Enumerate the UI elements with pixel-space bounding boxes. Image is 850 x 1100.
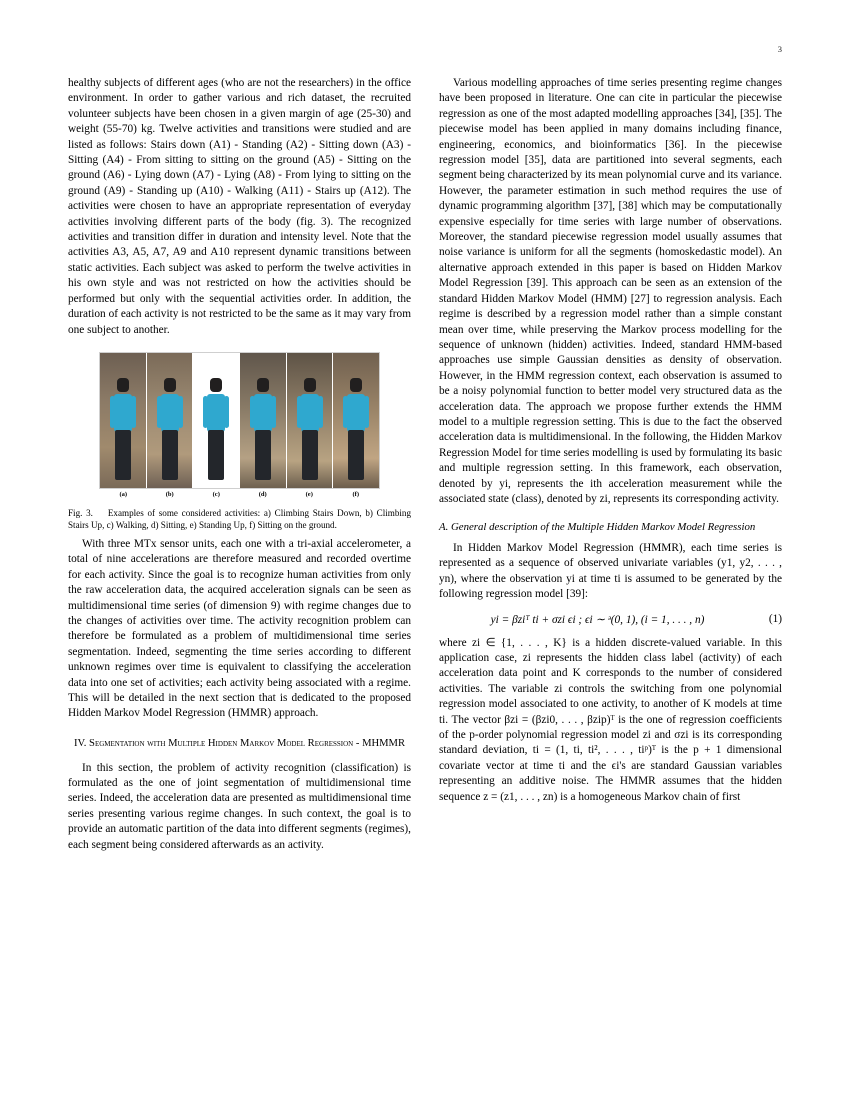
figure-panel-c	[192, 353, 239, 488]
equation-1	[439, 613, 782, 626]
subject-figure	[253, 378, 273, 482]
subject-legs	[348, 430, 364, 480]
figure-3-image	[99, 352, 380, 489]
subject-torso	[301, 394, 319, 432]
subject-figure	[206, 378, 226, 482]
figure-caption-text: Examples of some considered activities: a) Climbing Stairs Down, b) Climbing Stairs Up, c) Walking, d) Sitting, e) Standing Up, f) Sitting on the ground.	[68, 507, 412, 530]
paragraph: In Hidden Markov Model Regression (HMMR), each time series is represented as a sequence of observed univariate variables (y1, y2, . . . , yn), where the observation yi at time ti is assumed to be generated by the following regression model [39]:	[439, 541, 782, 601]
subject-head	[304, 378, 316, 392]
subsection-heading: A. General description of the Multiple Hidden Markov Model Regression	[439, 521, 756, 534]
subject-head	[117, 378, 129, 392]
subject-legs	[302, 430, 318, 480]
two-column-body	[68, 76, 782, 853]
subject-right-arm	[271, 396, 276, 428]
subject-figure	[300, 378, 320, 482]
subject-left-arm	[110, 396, 115, 428]
right-column	[439, 76, 782, 853]
subject-left-arm	[250, 396, 255, 428]
subject-head	[257, 378, 269, 392]
subject-right-arm	[178, 396, 183, 428]
subject-legs	[162, 430, 178, 480]
paragraph: With three MTx sensor units, each one with a tri-axial accelerometer, a total of nine accelerations are therefore measured and recorded overtime for each activity. Since the goal is to recognize human activities from only the raw acceleration data, the acquired acceleration signals can be seen as multidimensional time series (of dimension 9) with regime changes due to the changes of activities over time. The activity recognition problem can therefore be formulated as a problem of multidimensional time series segmentation. Indeed, segmenting the time series according to different unknown regimes over time is equivalent to classifying the acceleration data into one set of activities; each activity being associated with a regime. This will be detailed in the next section that is dedicated to the proposed Hidden Markov Model Regression (HMMR) approach.	[68, 537, 411, 720]
section-heading: IV. Segmentation with Multiple Hidden Markov Model Regression - MHMMR	[73, 737, 406, 749]
paragraph: healthy subjects of different ages (who are not the researchers) in the office environment. In order to gather various and rich dataset, the recruited volunteer subjects have been chosen in a given margin of age (25-30) and weight (55-70) kg. Twelve activities and transitions were studied and are listed as follows: Stairs down (A1) - Standing (A2) - Sitting down (A3) - Sitting (A4) - From sitting to sitting on the ground (A5) - Sitting on the ground (A6) - Lying down (A7) - Lying (A8) - From lying to sitting on the ground (A9) - Standing up (A10) - Walking (A11) - Stairs up (A12). The activities were chosen to have an appropriate representation of everyday activities involving different parts of the body (fig. 3). The recognized activities and transition differ in duration and intensity level. Note that the activities A3, A5, A7, A9 and A10 represent dynamic transitions between static activities. Each subject was asked to perform the twelve activities in his own style and was not restricted on how the activities should be performed but only with the sequential activities order. In addition, the duration of each activity is not restricted to be the same as it may vary from one subject to another.	[68, 77, 411, 336]
figure-3	[68, 352, 411, 531]
subject-figure	[160, 378, 180, 482]
figure-panel-a	[100, 353, 146, 488]
subject-right-arm	[364, 396, 369, 428]
panel-label-d: (d)	[258, 490, 267, 498]
subject-torso	[347, 394, 365, 432]
subject-legs	[208, 430, 224, 480]
subject-head	[350, 378, 362, 392]
subject-left-arm	[157, 396, 162, 428]
subject-left-arm	[343, 396, 348, 428]
subject-head	[210, 378, 222, 392]
figure-caption-label: Fig. 3.	[68, 507, 93, 518]
subject-torso	[114, 394, 132, 432]
figure-caption	[68, 507, 411, 531]
figure-panel-d	[239, 353, 286, 488]
subject-legs	[115, 430, 131, 480]
subject-torso	[161, 394, 179, 432]
panel-label-c: (c)	[212, 490, 220, 498]
equation-1-body: yi = βziᵀ ti + σzi ϵi ; ϵi ∼ ᵊ(0, 1), (i = 1, . . . , n)	[490, 613, 705, 626]
subject-left-arm	[297, 396, 302, 428]
subject-head	[164, 378, 176, 392]
subject-torso	[207, 394, 225, 432]
equation-1-number: (1)	[768, 613, 782, 626]
subject-left-arm	[203, 396, 208, 428]
subject-legs	[255, 430, 271, 480]
panel-label-e: (e)	[305, 490, 313, 498]
left-column	[68, 76, 411, 853]
panel-label-a: (a)	[119, 490, 128, 498]
subject-figure	[346, 378, 366, 482]
paragraph: Various modelling approaches of time series presenting regime changes have been proposed in literature. One can cite in particular the piecewise regression as one of the most adapted modelling approaches [34], [35]. The piecewise model has been applied in many domains including finance, engineering, economics, and bioinformatics [36]. In the piecewise regression model [35], data are partitioned into several segments, each segment being characterized by its mean polynomial curve and its variance. However, the parameter estimation in such method requires the use of dynamic programming algorithm [37], [38] which may be computationally expensive especially for time series with large number of observations. Moreover, the standard piecewise regression model usually assumes that noise variance is uniform for all the segments (homoskedastic model). An alternative approach extended in this paper is based on Hidden Markov Model Regression [39]. This approach can be seen as an extension of the standard Hidden Markov Model (HMM) [27] to regression analysis. Each regime is described by a regression model rather than a simple constant mean over time, while preserving the Markov process modelling for the sequence of unknown (hidden) activities. Indeed, standard HMM-based approaches use simple Gaussian densities as density of observation. However, in the HMM regression context, each observation is assumed to be a noisy polynomial function to better model very structured data as the acceleration data. The approach we propose further extends the HMM model to a multiple regression setting. This is due to the fact the observed acceleration data is multidimensional. In the following, the Hidden Markov Regression Model for time series modelling is used by formulating its basic and multiple regression setting. In this framework, each observation, denoted by yi, represents the ith acceleration measurement while the associated state (class), denoted by zi, represents its corresponding activity.	[439, 77, 782, 505]
paragraph: where zi ∈ {1, . . . , K} is a hidden discrete-valued variable. In this application case, zi represents the hidden class label (activity) of each acceleration data point and K corresponds to the number of considered activities. The variable zi controls the switching from one polynomial regression model associated to one activity, to another of K models at time ti. The vector βzi = (βzi0, . . . , βzip)ᵀ is the one of regression coefficients of the p-order polynomial regression model zi and σzi is its corresponding standard deviation, ti = (1, ti, ti², . . . , tiᵖ)ᵀ is the p + 1 dimensional covariate vector at time ti and the ϵi's are standard Gaussian variables representing an additive noise. The HMMR assumes that the hidden sequence z = (z1, . . . , zn) is a homogeneous Markov chain of first	[439, 636, 782, 803]
subject-right-arm	[224, 396, 229, 428]
paragraph: In this section, the problem of activity recognition (classification) is formulated as the one of joint segmentation of multidimensional time series. Indeed, the acceleration data are presented as multidimensional time series presenting various regime changes. In such context, the goal is to provide an automatic partition of the data into different segments (regimes), each segment being considered afterwards as an activity.	[68, 761, 411, 851]
figure-panel-e	[286, 353, 333, 488]
figure-panel-f	[332, 353, 379, 488]
figure-panel-labels	[100, 491, 379, 498]
panel-label-b: (b)	[165, 490, 174, 498]
page-number: 3	[777, 44, 782, 54]
figure-panel-b	[146, 353, 193, 488]
subject-figure	[113, 378, 133, 482]
subject-right-arm	[318, 396, 323, 428]
subject-right-arm	[131, 396, 136, 428]
subject-torso	[254, 394, 272, 432]
panel-label-f: (f)	[352, 490, 359, 498]
